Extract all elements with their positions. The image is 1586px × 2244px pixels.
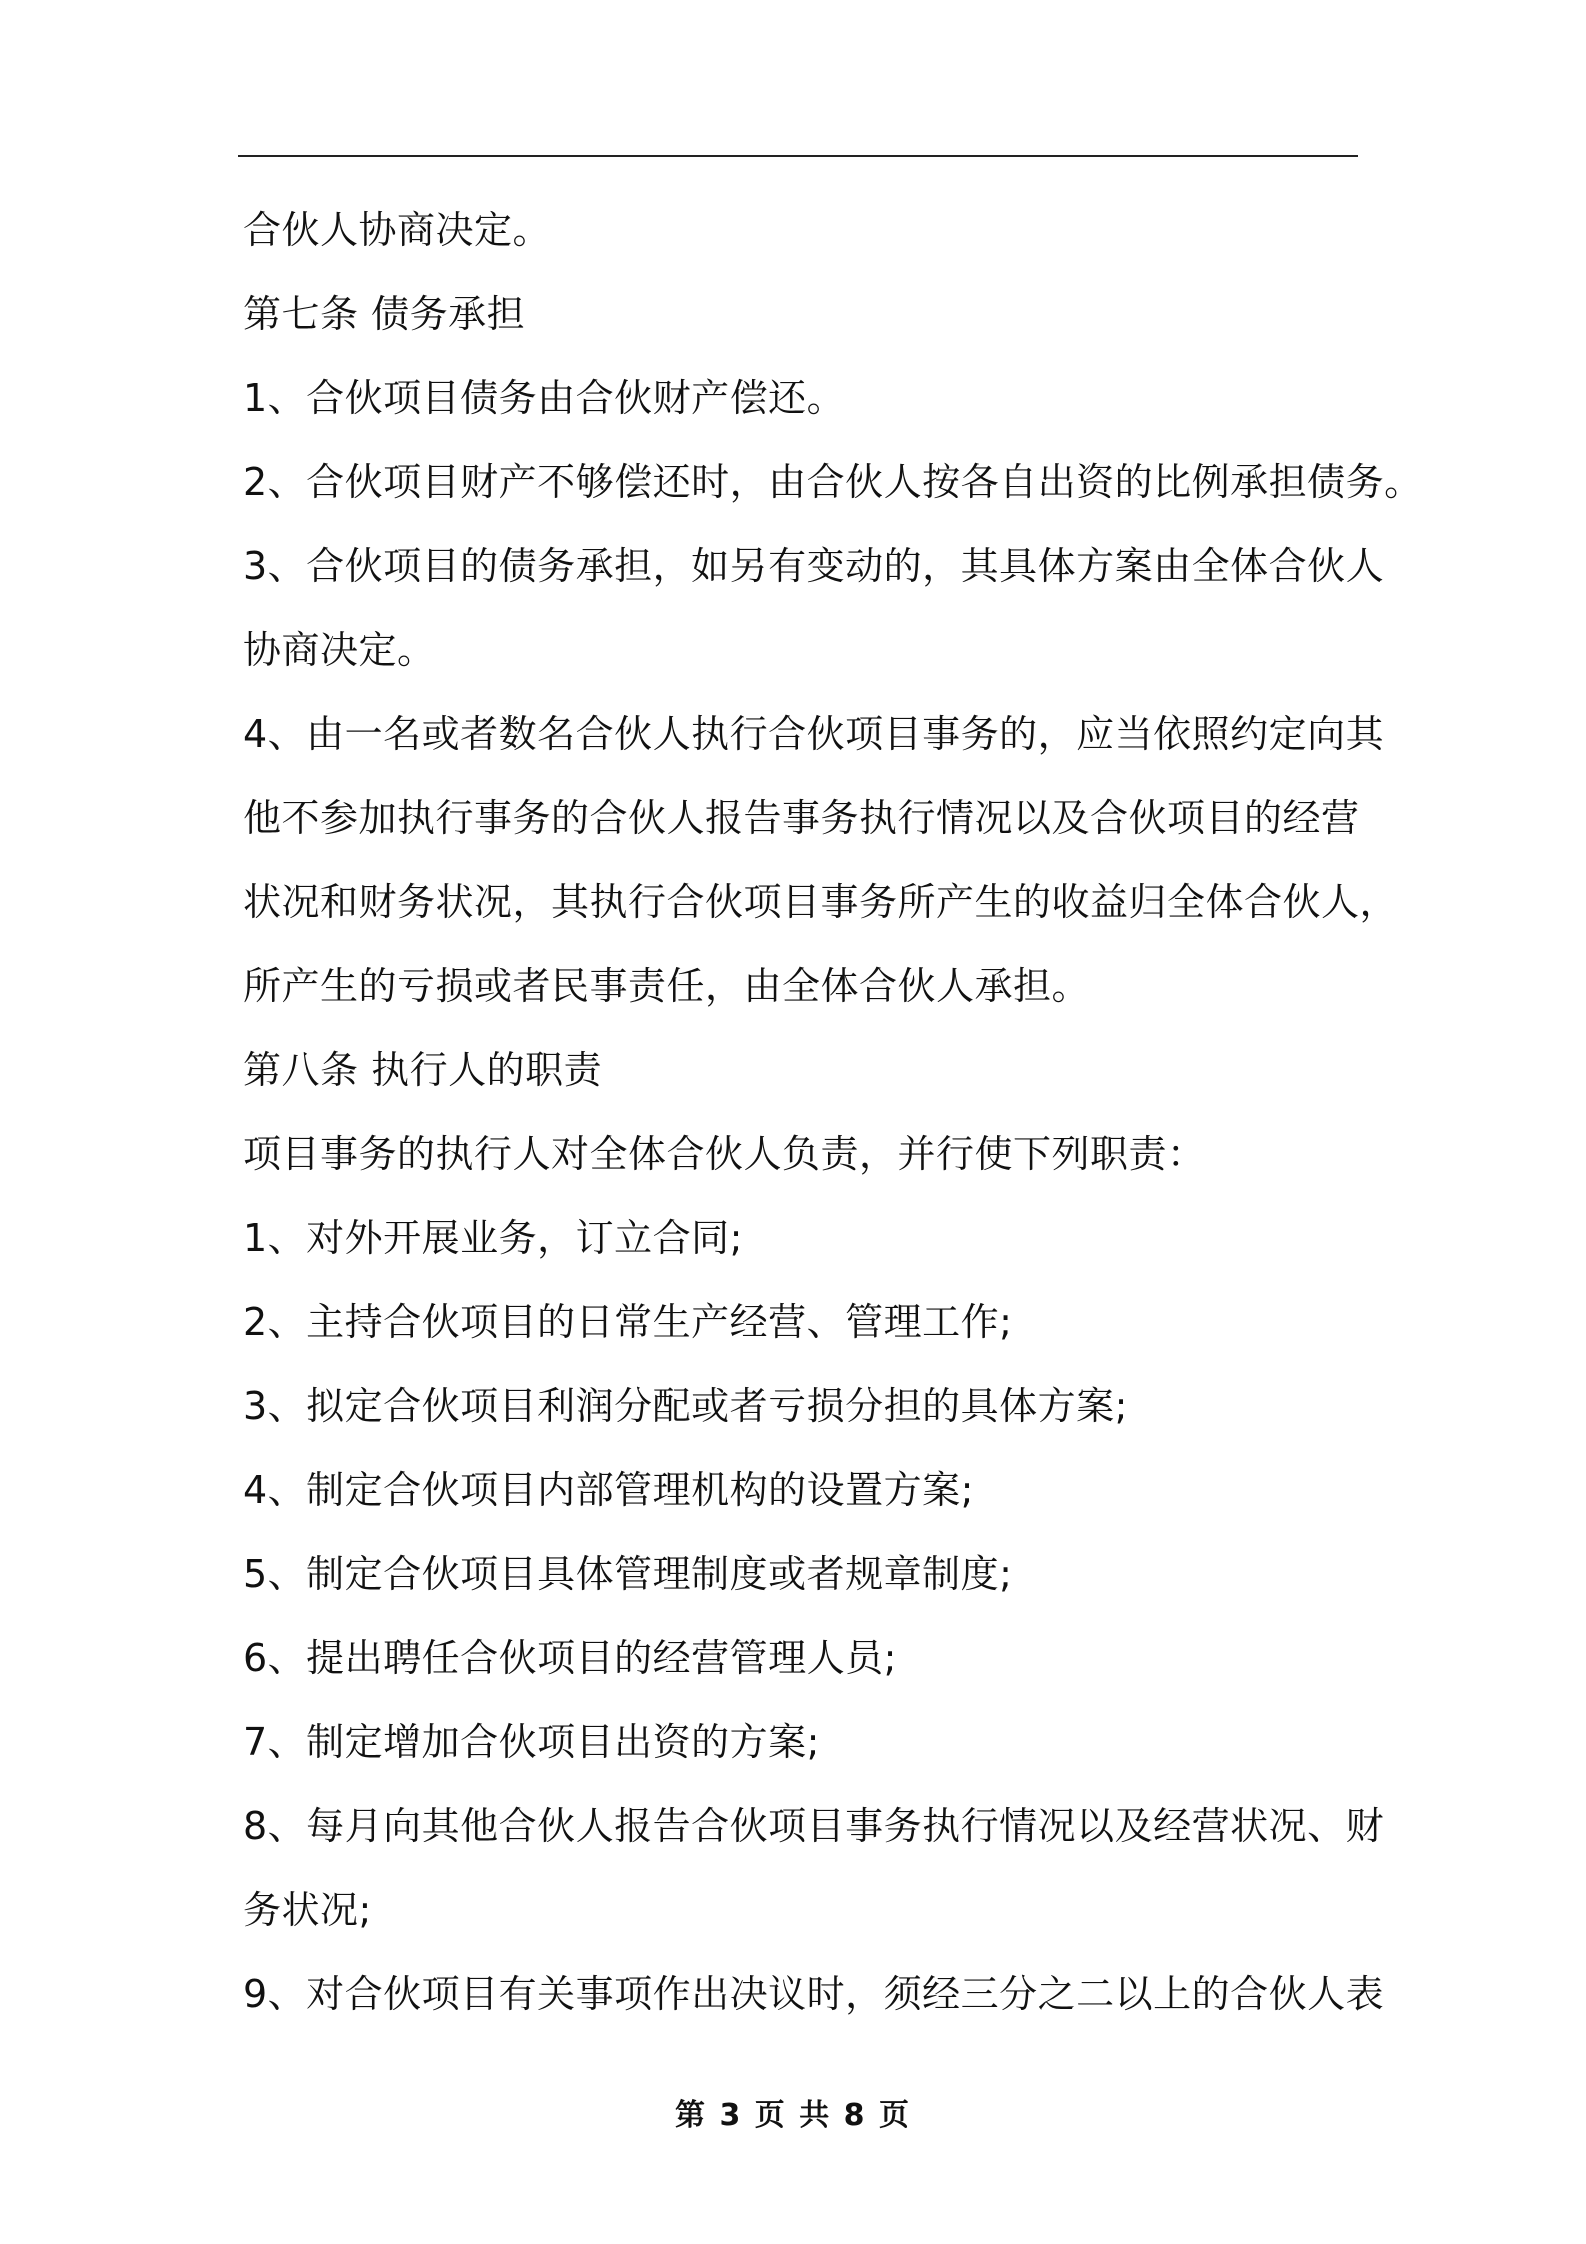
text-line: 4、由一名或者数名合伙人执行合伙项目事务的，应当依照约定向其 — [243, 712, 1385, 756]
text-line: 所产生的亏损或者民事责任，由全体合伙人承担。 — [243, 964, 1091, 1008]
text-line: 协商决定。 — [243, 628, 436, 672]
list-item: 6、提出聘任合伙项目的经营管理人员; — [243, 1636, 897, 1680]
page-number-footer: 第 3 页 共 8 页 — [675, 2098, 911, 2133]
text-line: 2、合伙项目财产不够偿还时，由合伙人按各自出资的比例承担债务。 — [243, 460, 1423, 504]
text-line: 3、合伙项目的债务承担，如另有变动的，其具体方案由全体合伙人 — [243, 544, 1385, 588]
section-heading: 第八条 执行人的职责 — [243, 1048, 603, 1092]
text-line: 1、合伙项目债务由合伙财产偿还。 — [243, 376, 846, 420]
header-rule — [238, 155, 1358, 157]
list-item: 3、拟定合伙项目利润分配或者亏损分担的具体方案; — [243, 1384, 1128, 1428]
list-item: 9、对合伙项目有关事项作出决议时，须经三分之二以上的合伙人表 — [243, 1972, 1385, 2016]
list-item: 1、对外开展业务，订立合同; — [243, 1216, 743, 1260]
list-item: 5、制定合伙项目具体管理制度或者规章制度; — [243, 1552, 1013, 1596]
list-item: 8、每月向其他合伙人报告合伙项目事务执行情况以及经营状况、财 — [243, 1804, 1385, 1848]
text-line: 状况和财务状况，其执行合伙项目事务所产生的收益归全体合伙人， — [243, 880, 1399, 924]
list-item: 2、主持合伙项目的日常生产经营、管理工作; — [243, 1300, 1013, 1344]
document-body — [243, 188, 1423, 2036]
text-line: 项目事务的执行人对全体合伙人负责，并行使下列职责： — [243, 1132, 1206, 1176]
list-item: 7、制定增加合伙项目出资的方案; — [243, 1720, 820, 1764]
list-item: 务状况; — [243, 1888, 372, 1932]
text-line: 合伙人协商决定。 — [243, 208, 552, 252]
text-line: 他不参加执行事务的合伙人报告事务执行情况以及合伙项目的经营 — [243, 796, 1360, 840]
list-item: 4、制定合伙项目内部管理机构的设置方案; — [243, 1468, 974, 1512]
section-heading: 第七条 债务承担 — [243, 292, 526, 336]
